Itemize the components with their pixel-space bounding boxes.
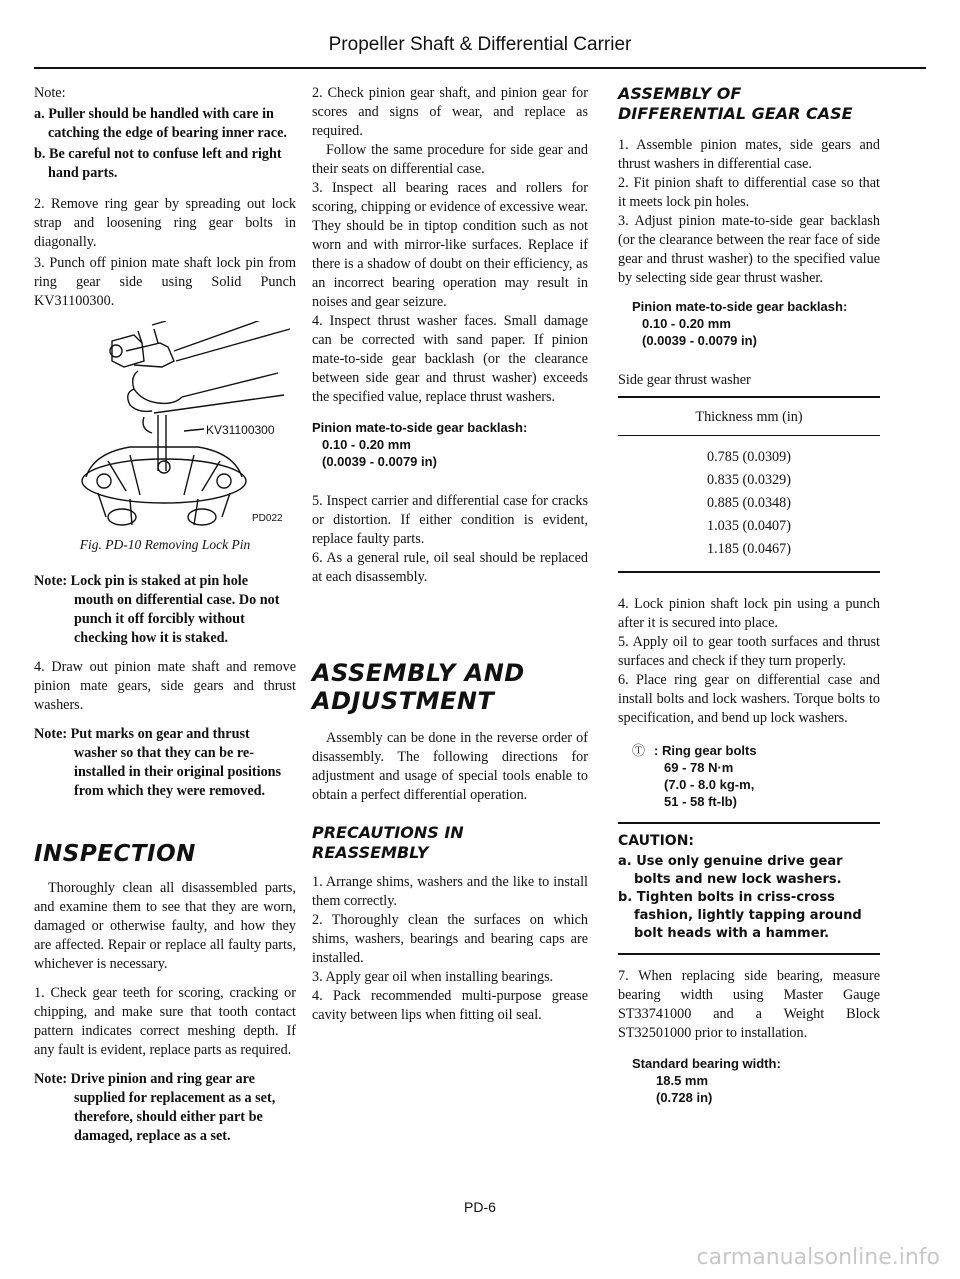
note-drive-pinion-rest: supplied for replacement as a set, therefore, should either part be damaged, replace as a set. [74, 1090, 276, 1144]
note-lock-pin-first: Note: Lock pin is staked at pin hole [34, 573, 249, 589]
assembly-step-7: 7. When replacing side bearing, measure bearing width using Master Gauge ST33741000 and a Weight Block ST32501000 prior to installation. [618, 968, 880, 1041]
column-right [618, 84, 880, 1116]
note-put-marks-first: Note: Put marks on gear and thrust [34, 726, 250, 742]
assembly-step-1: 1. Assemble pinion mates, side gears and thrust washers in differential case. [618, 137, 880, 172]
assembly-title-line-1: ASSEMBLY AND [312, 659, 525, 687]
inspection-intro: Thoroughly clean all disassembled parts, and examine them to see that they are worn, damaged or otherwise faulty, and how they are affected. Repair or replace all faulty parts, whichever is necessary. [34, 880, 296, 972]
step-2-remove-ring-gear: 2. Remove ring gear by spreading out lock strap and loosening ring gear bolts in diagonally. [34, 196, 296, 250]
precautions-title [312, 823, 588, 863]
thrust-washer-table-title: Side gear thrust washer [618, 372, 751, 388]
assembly-step-5: 5. Apply oil to gear tooth surfaces and thrust surfaces and check if they turn properly. [618, 634, 880, 669]
assembly-title [312, 659, 588, 715]
backlash-spec-in: (0.0039 - 0.0079 in) [322, 454, 437, 469]
figure-tool-label: KV31100300 [206, 423, 275, 437]
torque-label: : Ring gear bolts [654, 743, 757, 758]
torque-values [654, 742, 757, 810]
figure-removing-lock-pin [34, 321, 296, 531]
inspect-step-2: 2. Check pinion gear shaft, and pinion gear for scores and signs of wear, and replace as required. [312, 85, 588, 139]
backlash-spec-right [618, 298, 880, 349]
backlash-spec-label: Pinion mate-to-side gear backlash: [312, 420, 528, 435]
watermark: carmanualsonline.info [696, 1245, 940, 1270]
note-a: a. Puller should be handled with care in catching the edge of bearing inner race. [34, 106, 287, 141]
ring-gear-bolt-torque [618, 742, 880, 810]
step-4-draw-out-shaft: 4. Draw out pinion mate shaft and remove pinion mate gears, side gears and thrust washers. [34, 659, 296, 713]
table-row: 0.835 (0.0329) [707, 472, 791, 488]
torque-ftlb: 51 - 58 ft-lb) [664, 794, 737, 809]
table-row: 1.185 (0.0467) [707, 541, 791, 557]
figure-caption: Fig. PD-10 Removing Lock Pin [79, 537, 251, 552]
note-drive-pinion [34, 1070, 296, 1146]
backlash-spec-right-in: (0.0039 - 0.0079 in) [642, 333, 757, 348]
inspect-step-5: 5. Inspect carrier and differential case for cracks or distortion. If either condition is evident, replace faulty parts. [312, 493, 588, 547]
bearing-width-in: (0.728 in) [656, 1090, 713, 1105]
note-lock-pin-rest: mouth on differential case. Do not punch it off forcibly without checking how it is staked. [74, 592, 280, 646]
inspect-step-2b: Follow the same procedure for side gear and their seats on differential case. [312, 142, 588, 177]
table-row: 0.785 (0.0309) [707, 449, 791, 465]
bearing-width-spec [618, 1055, 880, 1106]
header-rule [34, 67, 926, 69]
note-b: b. Be careful not to confuse left and right hand parts. [34, 146, 282, 181]
caution-top-rule [618, 822, 880, 824]
assembly-of-diff-case-line-1: ASSEMBLY OF [618, 84, 742, 103]
bearing-width-mm: 18.5 mm [656, 1073, 709, 1088]
column-left [34, 84, 296, 1146]
torque-nm: 69 - 78 N·m [664, 760, 734, 775]
assembly-of-diff-case-title [618, 84, 880, 124]
inspect-step-6: 6. As a general rule, oil seal should be replaced at each disassembly. [312, 550, 588, 585]
backlash-spec-right-label: Pinion mate-to-side gear backlash: [632, 299, 848, 314]
table-row: 0.885 (0.0348) [707, 495, 791, 511]
assembly-of-diff-case-line-2: DIFFERENTIAL GEAR CASE [618, 104, 853, 123]
figure-code: PD022 [252, 513, 283, 524]
page-header-title: Propeller Shaft & Differential Carrier [328, 34, 632, 55]
precaution-4: 4. Pack recommended multi-purpose grease cavity between lips when fitting oil seal. [312, 988, 588, 1023]
precaution-2: 2. Thoroughly clean the surfaces on which shims, washers, bearings and bearing caps are installed. [312, 912, 588, 966]
backlash-spec-mm: 0.10 - 0.20 mm [322, 437, 411, 452]
assembly-step-6: 6. Place ring gear on differential case and install bolts and lock washers. Torque bolts to specification, and bend up lock washers. [618, 672, 880, 726]
note-put-marks-rest: washer so that they can be re-installed in their original positions from which they were removed. [74, 745, 282, 799]
assembly-intro: Assembly can be done in the reverse order of disassembly. The following directions for adjustment and usage of special tools enable to obtain a perfect differential operation. [312, 730, 588, 803]
inspection-title: INSPECTION [34, 841, 196, 867]
table-row: 1.035 (0.0407) [707, 518, 791, 534]
caution-b: b. Tighten bolts in criss-cross fashion, lightly tapping around bolt heads with a hammer. [618, 890, 862, 941]
note-label: Note: [34, 85, 66, 101]
inspect-step-4: 4. Inspect thrust washer faces. Small damage can be corrected with sand paper. If pinion mate-to-side gear backlash (or the clearance between side gear and thrust washer) exceeds the specified value, replace thrust washers. [312, 313, 588, 405]
thrust-washer-table [618, 396, 880, 573]
assembly-title-line-2: ADJUSTMENT [312, 687, 495, 715]
caution-a: a. Use only genuine drive gear bolts and new lock washers. [618, 854, 843, 887]
caution-title: CAUTION: [618, 833, 695, 849]
assembly-step-2: 2. Fit pinion shaft to differential case so that it meets lock pin holes. [618, 175, 880, 210]
precautions-title-line-2: REASSEMBLY [312, 843, 429, 862]
thrust-washer-table-header: Thickness mm (in) [618, 398, 880, 436]
assembly-step-3: 3. Adjust pinion mate-to-side gear backlash (or the clearance between the rear face of side gear and thrust washer) to the specified value by selecting side gear thrust washer. [618, 213, 880, 286]
column-middle [312, 84, 588, 1035]
torque-kgm: (7.0 - 8.0 kg-m, [664, 777, 755, 792]
precautions-title-line-1: PRECAUTIONS IN [312, 823, 464, 842]
inspect-step-3: 3. Inspect all bearing races and rollers for scoring, chipping or evidence of excessive wear. They should be in tiptop condition such as not worn and with mirror-like surfaces. Replace if there is a shadow of doubt on their efficiency, as an incorrect bearing operation may result in noises and gear seizure. [312, 180, 588, 310]
step-3-punch-lock-pin: 3. Punch off pinion mate shaft lock pin from ring gear side using Solid Punch KV31100300. [34, 255, 296, 309]
backlash-spec [312, 419, 588, 470]
assembly-step-4: 4. Lock pinion shaft lock pin using a punch after it is secured into place. [618, 596, 880, 631]
thrust-washer-table-body [618, 436, 880, 571]
precaution-3: 3. Apply gear oil when installing bearings. [312, 969, 554, 985]
backlash-spec-right-mm: 0.10 - 0.20 mm [642, 316, 731, 331]
bearing-width-label: Standard bearing width: [632, 1056, 781, 1071]
note-put-marks [34, 725, 296, 801]
caution-bottom-rule [618, 953, 880, 955]
inspection-step-1: 1. Check gear teeth for scoring, cracking or chipping, and make sure that tooth contact pattern indicates correct meshing depth. If any fault is evident, replace parts as required. [34, 985, 296, 1058]
page-number: PD-6 [464, 1199, 496, 1215]
torque-icon: Ⓣ [632, 743, 646, 758]
precaution-1: 1. Arrange shims, washers and the like to install them correctly. [312, 874, 588, 909]
note-lock-pin-staked [34, 572, 296, 648]
note-drive-pinion-first: Note: Drive pinion and ring gear are [34, 1071, 255, 1087]
